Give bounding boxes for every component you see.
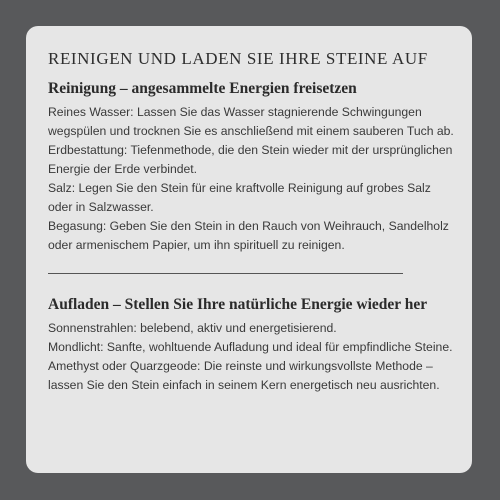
charging-item-moonlight: Mondlicht: Sanfte, wohltuende Aufladung und ideal für empfindliche Steine. [48, 340, 453, 354]
charging-heading: Aufladen – Stellen Sie Ihre natürliche Energie wieder her [48, 296, 428, 313]
cleansing-heading: Reinigung – angesammelte Energien freisetzen [48, 80, 357, 97]
section-divider [48, 273, 403, 274]
cleansing-item-salt: Salz: Legen Sie den Stein für eine kraftvolle Reinigung auf grobes Salz oder in Salzwasser. [48, 181, 431, 214]
cleansing-item-earth: Erdbestattung: Tiefenmethode, die den Stein wieder mit der ursprünglichen Energie der Erde verbindet. [48, 143, 453, 176]
cleansing-item-water: Reines Wasser: Lassen Sie das Wasser stagnierende Schwingungen wegspülen und trocknen Sie es anschließend mit einem sauberen Tuch ab. [48, 105, 454, 138]
page-title: REINIGEN UND LADEN SIE IHRE STEINE AUF [48, 49, 428, 68]
cleansing-item-smudging: Begasung: Geben Sie den Stein in den Rauch von Weihrauch, Sandelholz oder armenischem Papier, um ihn spirituell zu reinigen. [48, 219, 449, 252]
charging-item-sunlight: Sonnenstrahlen: belebend, aktiv und energetisierend. [48, 321, 337, 335]
charging-item-geode: Amethyst oder Quarzgeode: Die reinste und wirkungsvollste Methode – lassen Sie den Stein einfach in seinem Kern energetisch neu ausrichten. [48, 359, 440, 392]
info-card [26, 26, 472, 473]
